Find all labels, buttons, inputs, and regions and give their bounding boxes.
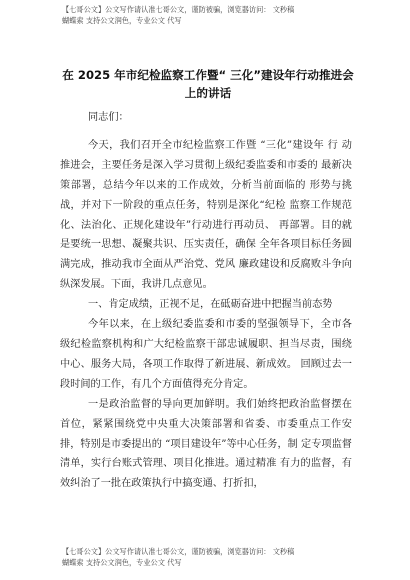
salutation: 同志们： [88, 112, 129, 123]
body-paragraph: 今年以来，在上级纪委监委和市委的坚强领导下，全市各级纪检监察机构和广大纪检监察干部忠诚履职、担当尽责，围绕中心、服务大局，各项工作取得了新进展、新成效。 回顾过去一段时间的工作，有几个方面值得充分肯定。 [60, 319, 352, 390]
body-paragraph: 一是政治监督的导向更加鲜明。我们始终把政治监督摆在首位，紧紧围绕党中央重大决策部署和省委、市委重点工作安排，特别是市委提出的 “项目建设年”等中心任务，制 定专项监督清单，实行台账式管理、项目化推进。通过精准 有力的监督，有效纠治了一批在政策执行中搞变通、打折扣， [60, 398, 352, 490]
notice-line: 蝴蝶索 支持公文润色，专业公文 代写 [62, 16, 182, 25]
footer-notice [62, 546, 362, 568]
body-paragraph: 今天，我们召开全市纪检监察工作暨 “三化”建设年 行 动推进会，主要任务是深入学习贯彻上级纪委监委和市委的 最新决策部署，总结今年以来的工作成效，分析当前面临的 形势与挑战，并对下一阶段的重点任务，特别是深化“纪检 监察工作规范化、法治化、正规化建设年”行动进行再动员、 再部署。目的就是要统一思想、凝聚共识、压实责任，确保 全年各项目标任务圆满完成，推动我市全面从严治党、党风 廉政建设和反腐败斗争向纵深发展。下面，我讲几点意见。 [60, 139, 352, 291]
notice-line: 【七哥公文】公文写作请认准七哥公文，谨防被骗，浏览器访问： 文秒稿 [62, 547, 295, 556]
notice-line: 【七哥公文】公文写作请认准七哥公文，谨防被骗，浏览器访问： 文秒稿 [62, 5, 295, 14]
section-heading: 一、肯定成绩，正视不足，在砥砺奋进中把握当前态势 [88, 299, 333, 311]
header-notice [62, 4, 362, 26]
notice-line: 蝴蝶索 支持公文润色，专业公文 代写 [62, 558, 182, 567]
document-title: 在 2025 年市纪检监察工作暨“ 三化”建设年行动推进会上的讲话 [62, 68, 354, 100]
document-body [60, 108, 352, 494]
